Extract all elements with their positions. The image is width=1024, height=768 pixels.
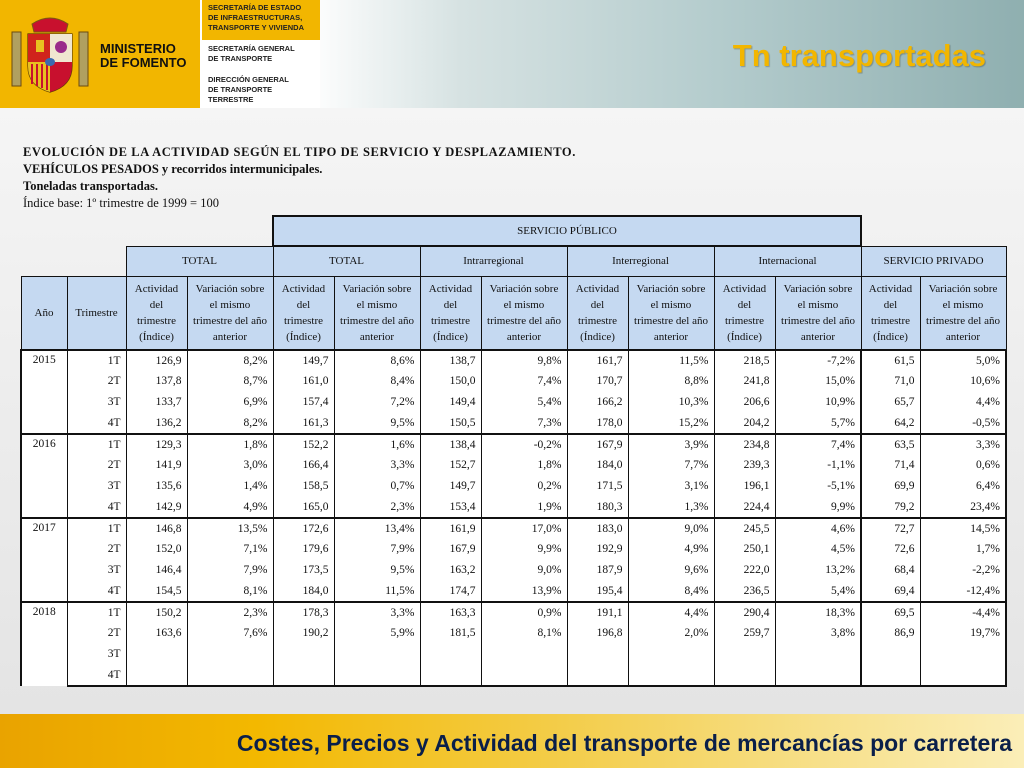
- blank-cell: [21, 216, 273, 246]
- activity-cell: 150,2: [126, 602, 187, 623]
- org1-line: TRANSPORTE Y VIVIENDA: [208, 23, 304, 32]
- activity-cell: 153,4: [420, 497, 481, 518]
- quarter-cell: 2T: [67, 371, 126, 392]
- col-variation: Variación sobre el mismo trimestre del año anterior: [187, 276, 273, 350]
- org3-line: TERRESTRE: [208, 95, 254, 104]
- quarter-cell: 1T: [67, 518, 126, 539]
- variation-cell: 11,5%: [334, 581, 420, 602]
- quarter-cell: 1T: [67, 434, 126, 455]
- heading-line2: VEHÍCULOS PESADOS y recorridos intermunicipales.: [23, 162, 323, 176]
- activity-cell: [861, 644, 920, 665]
- header-group-interregional: Interregional: [567, 246, 714, 276]
- activity-cell: 161,3: [273, 413, 334, 434]
- activity-cell: [420, 644, 481, 665]
- activity-cell: 250,1: [714, 539, 775, 560]
- activity-cell: [714, 665, 775, 686]
- variation-cell: 10,9%: [775, 392, 861, 413]
- activity-cell: 166,2: [567, 392, 628, 413]
- activity-cell: 61,5: [861, 350, 920, 371]
- slide-title: Tn transportadas: [732, 38, 986, 73]
- activity-cell: 192,9: [567, 539, 628, 560]
- ministry-line2: DE FOMENTO: [100, 55, 187, 70]
- coat-of-arms-icon: [10, 14, 90, 96]
- table-row: [21, 497, 1006, 518]
- activity-cell: [273, 644, 334, 665]
- variation-cell: 8,8%: [628, 371, 714, 392]
- variation-cell: 9,5%: [334, 413, 420, 434]
- activity-cell: 135,6: [126, 476, 187, 497]
- activity-cell: 65,7: [861, 392, 920, 413]
- variation-cell: 7,4%: [481, 371, 567, 392]
- activity-cell: 290,4: [714, 602, 775, 623]
- variation-cell: 7,4%: [775, 434, 861, 455]
- variation-cell: [628, 665, 714, 686]
- variation-cell: 4,9%: [187, 497, 273, 518]
- activity-cell: 146,8: [126, 518, 187, 539]
- quarter-cell: 3T: [67, 392, 126, 413]
- table-row: [21, 518, 1006, 539]
- activity-cell: 165,0: [273, 497, 334, 518]
- org3-line: DIRECCIÓN GENERAL: [208, 75, 289, 84]
- variation-cell: 15,0%: [775, 371, 861, 392]
- col-quarter: Trimestre: [67, 276, 126, 350]
- activity-cell: 157,4: [273, 392, 334, 413]
- table-row: [21, 434, 1006, 455]
- col-activity: Actividad del trimestre (Índice): [714, 276, 775, 350]
- col-variation: Variación sobre el mismo trimestre del año anterior: [920, 276, 1006, 350]
- activity-cell: 69,4: [861, 581, 920, 602]
- quarter-cell: 1T: [67, 350, 126, 371]
- variation-cell: 9,9%: [481, 539, 567, 560]
- activity-cell: 163,2: [420, 560, 481, 581]
- table-row: [21, 560, 1006, 581]
- variation-cell: [628, 644, 714, 665]
- table-row: [21, 371, 1006, 392]
- variation-cell: [920, 665, 1006, 686]
- variation-cell: 7,2%: [334, 392, 420, 413]
- variation-cell: 15,2%: [628, 413, 714, 434]
- activity-cell: [714, 644, 775, 665]
- variation-cell: 4,4%: [628, 602, 714, 623]
- quarter-cell: 3T: [67, 560, 126, 581]
- variation-cell: 19,7%: [920, 623, 1006, 644]
- variation-cell: 13,9%: [481, 581, 567, 602]
- year-cell: 2016: [21, 434, 67, 518]
- activity-cell: 69,5: [861, 602, 920, 623]
- year-cell: 2017: [21, 518, 67, 602]
- table-row: [21, 413, 1006, 434]
- activity-cell: [126, 644, 187, 665]
- variation-cell: 4,9%: [628, 539, 714, 560]
- variation-cell: 1,9%: [481, 497, 567, 518]
- variation-cell: 9,6%: [628, 560, 714, 581]
- activity-cell: 71,4: [861, 455, 920, 476]
- col-variation: Variación sobre el mismo trimestre del año anterior: [481, 276, 567, 350]
- col-activity: Actividad del trimestre (Índice): [567, 276, 628, 350]
- activity-cell: 138,4: [420, 434, 481, 455]
- ministry-name: [100, 42, 186, 70]
- activity-cell: 190,2: [273, 623, 334, 644]
- org1-line: DE INFRAESTRUCTURAS,: [208, 13, 303, 22]
- activity-cell: 204,2: [714, 413, 775, 434]
- variation-cell: 8,1%: [187, 581, 273, 602]
- activity-cell: 133,7: [126, 392, 187, 413]
- table-row: [21, 476, 1006, 497]
- variation-cell: 0,6%: [920, 455, 1006, 476]
- variation-cell: 23,4%: [920, 497, 1006, 518]
- activity-cell: 149,7: [420, 476, 481, 497]
- variation-cell: [187, 665, 273, 686]
- variation-cell: [334, 644, 420, 665]
- org-secretaria-general: [202, 40, 320, 71]
- org-secretaria-estado: [202, 0, 320, 40]
- activity-cell: 181,5: [420, 623, 481, 644]
- activity-cell: [420, 665, 481, 686]
- variation-cell: 8,2%: [187, 350, 273, 371]
- table-row: [21, 602, 1006, 623]
- activity-cell: 161,7: [567, 350, 628, 371]
- col-variation: Variación sobre el mismo trimestre del año anterior: [334, 276, 420, 350]
- variation-cell: 5,7%: [775, 413, 861, 434]
- activity-cell: 239,3: [714, 455, 775, 476]
- activity-cell: 206,6: [714, 392, 775, 413]
- activity-cell: 141,9: [126, 455, 187, 476]
- col-activity: Actividad del trimestre (Índice): [861, 276, 920, 350]
- variation-cell: 3,9%: [628, 434, 714, 455]
- blank-cell: [21, 246, 126, 276]
- activity-cell: 170,7: [567, 371, 628, 392]
- activity-cell: 161,9: [420, 518, 481, 539]
- variation-cell: -7,2%: [775, 350, 861, 371]
- header-group-internacional: Internacional: [714, 246, 861, 276]
- table-row: [21, 350, 1006, 371]
- table-body: [21, 350, 1006, 686]
- activity-cell: [273, 665, 334, 686]
- activity-cell: 136,2: [126, 413, 187, 434]
- col-activity: Actividad del trimestre (Índice): [273, 276, 334, 350]
- activity-cell: 167,9: [567, 434, 628, 455]
- activity-cell: 224,4: [714, 497, 775, 518]
- activity-cell: 179,6: [273, 539, 334, 560]
- variation-cell: 5,0%: [920, 350, 1006, 371]
- variation-cell: -5,1%: [775, 476, 861, 497]
- activity-cell: 71,0: [861, 371, 920, 392]
- organization-panel: [200, 0, 320, 108]
- activity-cell: 152,2: [273, 434, 334, 455]
- header-group-intrarregional: Intrarregional: [420, 246, 567, 276]
- activity-cell: 72,6: [861, 539, 920, 560]
- variation-cell: [334, 665, 420, 686]
- activity-cell: 241,8: [714, 371, 775, 392]
- table-row: [21, 644, 1006, 665]
- variation-cell: 1,7%: [920, 539, 1006, 560]
- activity-cell: 150,0: [420, 371, 481, 392]
- variation-cell: 17,0%: [481, 518, 567, 539]
- header-servicio-publico: SERVICIO PÚBLICO: [273, 216, 861, 246]
- col-activity: Actividad del trimestre (Índice): [126, 276, 187, 350]
- activity-cell: 79,2: [861, 497, 920, 518]
- activity-cell: 196,1: [714, 476, 775, 497]
- activity-cell: 183,0: [567, 518, 628, 539]
- col-variation: Variación sobre el mismo trimestre del año anterior: [775, 276, 861, 350]
- variation-cell: 0,7%: [334, 476, 420, 497]
- column-header-row: [21, 276, 1006, 350]
- variation-cell: 7,1%: [187, 539, 273, 560]
- year-cell: 2018: [21, 602, 67, 686]
- activity-cell: 174,7: [420, 581, 481, 602]
- variation-cell: [187, 644, 273, 665]
- variation-cell: 8,4%: [334, 371, 420, 392]
- variation-cell: 8,7%: [187, 371, 273, 392]
- org3-line: DE TRANSPORTE: [208, 85, 273, 94]
- activity-cell: [126, 665, 187, 686]
- activity-cell: 236,5: [714, 581, 775, 602]
- variation-cell: 14,5%: [920, 518, 1006, 539]
- variation-cell: 5,4%: [481, 392, 567, 413]
- col-activity: Actividad del trimestre (Índice): [420, 276, 481, 350]
- variation-cell: -0,5%: [920, 413, 1006, 434]
- variation-cell: 13,5%: [187, 518, 273, 539]
- variation-cell: 8,6%: [334, 350, 420, 371]
- table-row: [21, 665, 1006, 686]
- ministry-line1: MINISTERIO: [100, 41, 176, 56]
- variation-cell: [920, 644, 1006, 665]
- activity-cell: 163,6: [126, 623, 187, 644]
- activity-cell: 184,0: [567, 455, 628, 476]
- variation-cell: 9,0%: [481, 560, 567, 581]
- activity-cell: 126,9: [126, 350, 187, 371]
- activity-cell: 86,9: [861, 623, 920, 644]
- quarter-cell: 3T: [67, 644, 126, 665]
- table-row: [21, 539, 1006, 560]
- activity-cell: 150,5: [420, 413, 481, 434]
- quarter-cell: 2T: [67, 539, 126, 560]
- variation-cell: 3,3%: [334, 602, 420, 623]
- activity-cell: 154,5: [126, 581, 187, 602]
- variation-cell: 2,0%: [628, 623, 714, 644]
- variation-cell: 9,0%: [628, 518, 714, 539]
- variation-cell: 6,9%: [187, 392, 273, 413]
- blank-cell: [861, 216, 1006, 246]
- year-cell: 2015: [21, 350, 67, 434]
- variation-cell: 1,4%: [187, 476, 273, 497]
- variation-cell: 9,5%: [334, 560, 420, 581]
- activity-cell: [567, 644, 628, 665]
- variation-cell: 10,3%: [628, 392, 714, 413]
- table-row: [21, 581, 1006, 602]
- header-group-privado: SERVICIO PRIVADO: [861, 246, 1006, 276]
- variation-cell: 13,2%: [775, 560, 861, 581]
- variation-cell: 1,6%: [334, 434, 420, 455]
- activity-cell: 68,4: [861, 560, 920, 581]
- activity-cell: 187,9: [567, 560, 628, 581]
- activity-cell: 195,4: [567, 581, 628, 602]
- activity-cell: 178,0: [567, 413, 628, 434]
- quarter-cell: 1T: [67, 602, 126, 623]
- activity-cell: 191,1: [567, 602, 628, 623]
- activity-cell: 163,3: [420, 602, 481, 623]
- variation-cell: 1,8%: [481, 455, 567, 476]
- variation-cell: -4,4%: [920, 602, 1006, 623]
- activity-cell: 129,3: [126, 434, 187, 455]
- variation-cell: 8,4%: [628, 581, 714, 602]
- activity-cell: 63,5: [861, 434, 920, 455]
- quarter-cell: 3T: [67, 476, 126, 497]
- quarter-cell: 4T: [67, 497, 126, 518]
- activity-cell: [567, 665, 628, 686]
- header-group-total: TOTAL: [126, 246, 273, 276]
- variation-cell: 9,8%: [481, 350, 567, 371]
- activity-cell: 196,8: [567, 623, 628, 644]
- variation-cell: 7,6%: [187, 623, 273, 644]
- variation-cell: [775, 665, 861, 686]
- variation-cell: 4,4%: [920, 392, 1006, 413]
- activity-table: [20, 215, 1007, 687]
- col-year: Año: [21, 276, 67, 350]
- activity-cell: 171,5: [567, 476, 628, 497]
- variation-cell: 3,0%: [187, 455, 273, 476]
- activity-cell: [861, 665, 920, 686]
- heading-line3: Toneladas transportadas.: [23, 179, 158, 193]
- variation-cell: -0,2%: [481, 434, 567, 455]
- activity-cell: 142,9: [126, 497, 187, 518]
- variation-cell: -12,4%: [920, 581, 1006, 602]
- activity-cell: 184,0: [273, 581, 334, 602]
- quarter-cell: 4T: [67, 665, 126, 686]
- variation-cell: 4,5%: [775, 539, 861, 560]
- variation-cell: 0,9%: [481, 602, 567, 623]
- activity-cell: 161,0: [273, 371, 334, 392]
- variation-cell: -2,2%: [920, 560, 1006, 581]
- activity-cell: 69,9: [861, 476, 920, 497]
- variation-cell: 1,3%: [628, 497, 714, 518]
- variation-cell: 8,1%: [481, 623, 567, 644]
- variation-cell: -1,1%: [775, 455, 861, 476]
- variation-cell: 7,9%: [334, 539, 420, 560]
- variation-cell: 18,3%: [775, 602, 861, 623]
- activity-cell: 152,0: [126, 539, 187, 560]
- activity-cell: 152,7: [420, 455, 481, 476]
- variation-cell: 3,3%: [334, 455, 420, 476]
- activity-cell: 259,7: [714, 623, 775, 644]
- heading-line1: EVOLUCIÓN DE LA ACTIVIDAD SEGÚN EL TIPO DE SERVICIO Y DESPLAZAMIENTO.: [23, 145, 576, 159]
- footer-text: Costes, Precios y Actividad del transporte de mercancías por carretera: [236, 730, 1012, 756]
- variation-cell: 5,4%: [775, 581, 861, 602]
- activity-cell: 180,3: [567, 497, 628, 518]
- activity-cell: 64,2: [861, 413, 920, 434]
- activity-cell: 172,6: [273, 518, 334, 539]
- quarter-cell: 4T: [67, 413, 126, 434]
- variation-cell: [481, 644, 567, 665]
- header-banner: [0, 0, 1024, 108]
- activity-cell: 218,5: [714, 350, 775, 371]
- activity-cell: 158,5: [273, 476, 334, 497]
- activity-cell: 173,5: [273, 560, 334, 581]
- variation-cell: 2,3%: [334, 497, 420, 518]
- activity-cell: 137,8: [126, 371, 187, 392]
- variation-cell: 5,9%: [334, 623, 420, 644]
- org1-line: SECRETARÍA DE ESTADO: [208, 3, 302, 12]
- variation-cell: 3,1%: [628, 476, 714, 497]
- variation-cell: 13,4%: [334, 518, 420, 539]
- variation-cell: 7,7%: [628, 455, 714, 476]
- table-row: [21, 455, 1006, 476]
- variation-cell: 0,2%: [481, 476, 567, 497]
- variation-cell: 10,6%: [920, 371, 1006, 392]
- activity-cell: 166,4: [273, 455, 334, 476]
- variation-cell: 8,2%: [187, 413, 273, 434]
- quarter-cell: 2T: [67, 455, 126, 476]
- variation-cell: 9,9%: [775, 497, 861, 518]
- variation-cell: 3,8%: [775, 623, 861, 644]
- variation-cell: 7,9%: [187, 560, 273, 581]
- variation-cell: 7,3%: [481, 413, 567, 434]
- variation-cell: 4,6%: [775, 518, 861, 539]
- variation-cell: 1,8%: [187, 434, 273, 455]
- variation-cell: [775, 644, 861, 665]
- activity-cell: 138,7: [420, 350, 481, 371]
- activity-cell: 222,0: [714, 560, 775, 581]
- ministry-logo-panel: [0, 0, 200, 108]
- header-group-total-publico: TOTAL: [273, 246, 420, 276]
- quarter-cell: 2T: [67, 623, 126, 644]
- org2-line: SECRETARÍA GENERAL: [208, 44, 295, 53]
- variation-cell: 2,3%: [187, 602, 273, 623]
- variation-cell: 6,4%: [920, 476, 1006, 497]
- activity-cell: 72,7: [861, 518, 920, 539]
- table-row: [21, 623, 1006, 644]
- variation-cell: [481, 665, 567, 686]
- heading-line4: Índice base: 1º trimestre de 1999 = 100: [23, 196, 219, 210]
- activity-cell: 149,4: [420, 392, 481, 413]
- org2-line: DE TRANSPORTE: [208, 54, 273, 63]
- activity-cell: 146,4: [126, 560, 187, 581]
- activity-cell: 167,9: [420, 539, 481, 560]
- quarter-cell: 4T: [67, 581, 126, 602]
- variation-cell: 3,3%: [920, 434, 1006, 455]
- footer-banner: [0, 714, 1024, 768]
- variation-cell: 11,5%: [628, 350, 714, 371]
- activity-cell: 149,7: [273, 350, 334, 371]
- slide-content: [0, 108, 1024, 714]
- activity-cell: 178,3: [273, 602, 334, 623]
- col-variation: Variación sobre el mismo trimestre del año anterior: [628, 276, 714, 350]
- activity-cell: 234,8: [714, 434, 775, 455]
- table-row: [21, 392, 1006, 413]
- activity-cell: 245,5: [714, 518, 775, 539]
- table-heading: [23, 144, 576, 212]
